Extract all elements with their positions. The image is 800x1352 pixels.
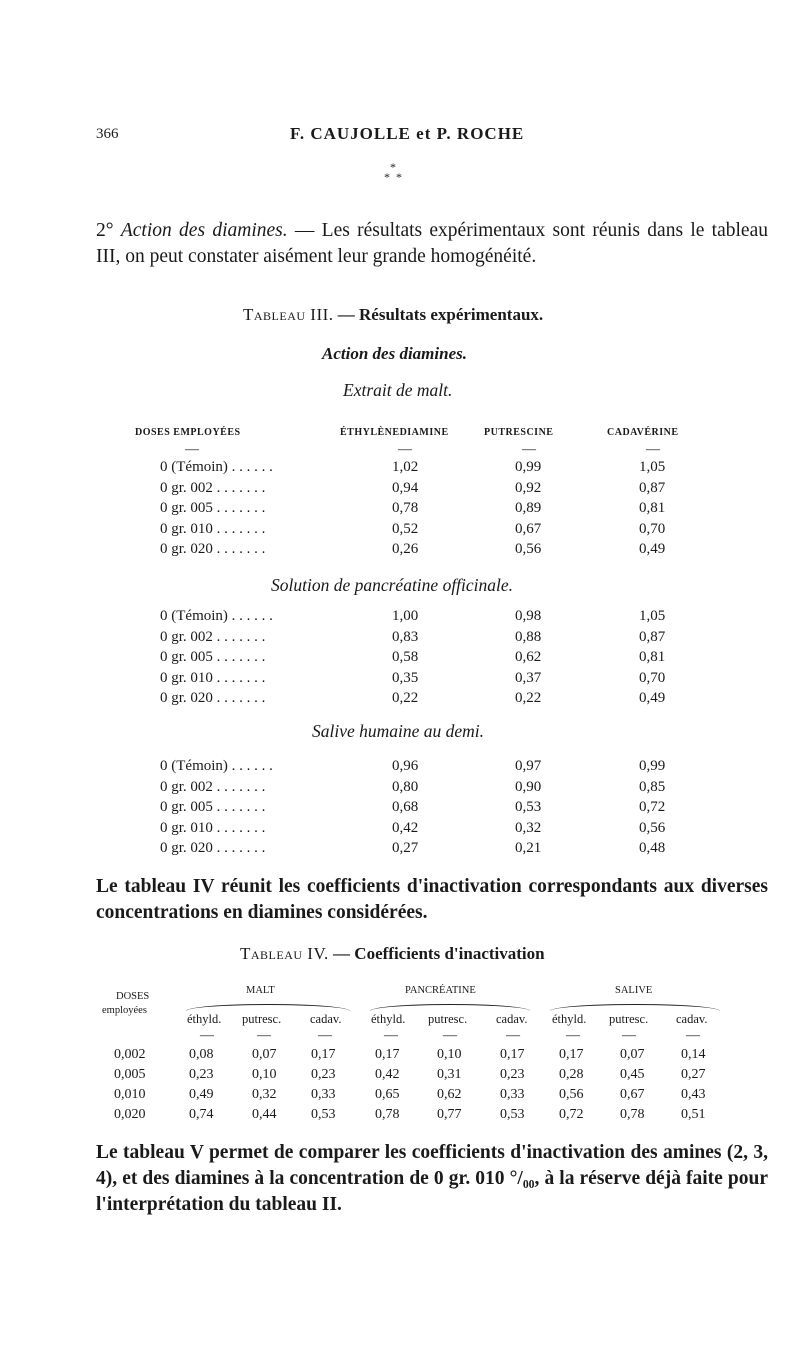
table4-caption bbox=[240, 944, 545, 964]
table4-value-cell: 0,62 bbox=[437, 1087, 462, 1102]
table3-value-cell: 1,00 bbox=[392, 608, 419, 624]
table3-section-title: Salive humaine au demi. bbox=[312, 721, 485, 741]
page-number: 366 bbox=[96, 126, 119, 142]
table3-value-cell: 1,05 bbox=[639, 459, 666, 475]
table4-value-cell: 0,32 bbox=[252, 1087, 277, 1102]
table4-value-cell: 0,17 bbox=[375, 1047, 400, 1062]
table4-subheader: éthyld. bbox=[187, 1012, 222, 1026]
table3-value-cell: 0,49 bbox=[639, 541, 666, 557]
table4-value-cell: 0,14 bbox=[681, 1047, 706, 1062]
table4-group-header: SALIVE bbox=[615, 985, 653, 996]
table3-title: — Résultats expérimentaux. bbox=[333, 305, 544, 324]
table4-subheader-dash: — bbox=[566, 1028, 580, 1043]
table4-dose-cell: 0,005 bbox=[114, 1067, 146, 1082]
table3-dose-cell: 0 gr. 005 . . . . . . . bbox=[160, 500, 266, 516]
table4-subheader-dash: — bbox=[443, 1028, 457, 1043]
paragraph-action-des-diamines bbox=[96, 218, 768, 270]
table4-value-cell: 0,51 bbox=[681, 1107, 706, 1122]
table3-section-title: Extrait de malt. bbox=[343, 380, 453, 400]
table4-subheader: cadav. bbox=[310, 1012, 342, 1026]
table3-value-cell: 0,78 bbox=[392, 500, 419, 516]
table3-value-cell: 0,87 bbox=[639, 479, 666, 496]
table4-value-cell: 0,10 bbox=[252, 1067, 277, 1082]
table4-subheader: éthyld. bbox=[552, 1012, 587, 1026]
table3-value-cell: 0,49 bbox=[639, 690, 666, 706]
table4-dose-cell: 0,010 bbox=[114, 1087, 146, 1102]
table3-value-cell: 0,99 bbox=[515, 459, 542, 475]
table3-section-title: Solution de pancréatine officinale. bbox=[271, 575, 514, 595]
section-separator-asterisks: * * * bbox=[384, 160, 402, 184]
table3-dose-cell: 0 gr. 002 . . . . . . . bbox=[160, 479, 266, 496]
table3-value-cell: 0,48 bbox=[639, 840, 666, 856]
table3-value-cell: 0,83 bbox=[392, 628, 419, 645]
table4-subheader: cadav. bbox=[496, 1012, 528, 1026]
table4-value-cell: 0,23 bbox=[500, 1067, 525, 1082]
table4-value-cell: 0,56 bbox=[559, 1087, 584, 1102]
paragraph-tableau-iv-intro: Le tableau IV réunit les coefficients d'inactivation correspondants aux diverses concentrations en diamines considérées. bbox=[96, 876, 768, 923]
paragraph-body: — Les résultats expérimentaux sont réunis dans le tableau III, on peut constater aisément leur grande homogénéité. bbox=[96, 220, 768, 267]
table4-subheader: cadav. bbox=[676, 1012, 708, 1026]
table4-value-cell: 0,72 bbox=[559, 1107, 584, 1122]
table3-value-cell: 0,42 bbox=[392, 819, 419, 836]
table3-value-cell: 0,21 bbox=[515, 840, 542, 856]
table3-value-cell: 0,37 bbox=[515, 669, 542, 686]
table3-value-cell: 0,85 bbox=[639, 778, 666, 795]
table4-title: — Coefficients d'inactivation bbox=[328, 944, 545, 963]
table3-value-cell: 0,97 bbox=[515, 758, 542, 774]
table4-subheader-dash: — bbox=[257, 1028, 271, 1043]
table3-header-putrescine: PUTRESCINE bbox=[484, 427, 554, 438]
table3-header-cadaverine: CADAVÉRINE bbox=[607, 427, 679, 438]
table3-value-cell: 0,52 bbox=[392, 520, 419, 537]
table4-value-cell: 0,67 bbox=[620, 1087, 645, 1102]
table3-value-cell: 0,22 bbox=[515, 690, 542, 706]
table3-value-cell: 0,98 bbox=[515, 608, 542, 624]
table4-dose-cell: 0,020 bbox=[114, 1107, 146, 1122]
table3-value-cell: 0,26 bbox=[392, 541, 419, 557]
table3-header-dash: — bbox=[185, 442, 199, 457]
table4-value-cell: 0,65 bbox=[375, 1087, 400, 1102]
paragraph-italic-heading: Action des diamines. bbox=[120, 220, 288, 241]
table3-value-cell: 0,81 bbox=[639, 649, 666, 665]
paragraph-tableau-v-intro: Le tableau V permet de comparer les coefficients d'inactivation des amines (2, 3, 4), et des diamines à la concentration de 0 gr. 010 °/₀₀, à la réserve déjà faite pour l'interprétation du tableau II. bbox=[96, 1142, 768, 1215]
table3-dose-cell: 0 gr. 005 . . . . . . . bbox=[160, 649, 266, 665]
table3-value-cell: 0,56 bbox=[639, 819, 666, 836]
table4-group-header: MALT bbox=[246, 985, 275, 996]
table3-value-cell: 0,58 bbox=[392, 649, 419, 665]
table4-value-cell: 0,17 bbox=[500, 1047, 525, 1062]
table4-group-header: PANCRÉATINE bbox=[405, 985, 476, 996]
table3-value-cell: 0,88 bbox=[515, 628, 542, 645]
table3-dose-cell: 0 gr. 002 . . . . . . . bbox=[160, 778, 266, 795]
table3-value-cell: 0,96 bbox=[392, 758, 419, 774]
table3-dose-cell: 0 gr. 020 . . . . . . . bbox=[160, 541, 266, 557]
table4-group-brace bbox=[370, 1004, 530, 1011]
table4-value-cell: 0,07 bbox=[620, 1047, 645, 1062]
table4-value-cell: 0,10 bbox=[437, 1047, 462, 1062]
table4-value-cell: 0,08 bbox=[189, 1047, 214, 1062]
table3-header-dash: — bbox=[398, 442, 412, 457]
table3-dose-cell: 0 gr. 005 . . . . . . . bbox=[160, 799, 266, 815]
table3-value-cell: 0,90 bbox=[515, 778, 542, 795]
table3-value-cell: 0,89 bbox=[515, 500, 542, 516]
table4-subheader-dash: — bbox=[200, 1028, 214, 1043]
table3-value-cell: 0,92 bbox=[515, 479, 542, 496]
table3-dose-cell: 0 gr. 020 . . . . . . . bbox=[160, 690, 266, 706]
table4-group-brace bbox=[550, 1004, 720, 1011]
table4-group-brace bbox=[186, 1004, 350, 1011]
table3-dose-cell: 0 gr. 010 . . . . . . . bbox=[160, 520, 266, 537]
table3-value-cell: 0,99 bbox=[639, 758, 666, 774]
table4-value-cell: 0,17 bbox=[559, 1047, 584, 1062]
table4-header-employees: employées bbox=[102, 1005, 147, 1016]
table3-header-ethylenediamine: ÉTHYLÈNEDIAMINE bbox=[340, 427, 449, 438]
table3-value-cell: 0,67 bbox=[515, 520, 542, 537]
table4-value-cell: 0,33 bbox=[311, 1087, 336, 1102]
table3-value-cell: 0,68 bbox=[392, 799, 419, 815]
table4-value-cell: 0,45 bbox=[620, 1067, 645, 1082]
table4-subheader: putresc. bbox=[428, 1012, 468, 1026]
table3-dose-cell: 0 gr. 020 . . . . . . . bbox=[160, 840, 266, 856]
table4-value-cell: 0,53 bbox=[311, 1107, 336, 1122]
table4-subheader-dash: — bbox=[318, 1028, 332, 1043]
table4-value-cell: 0,42 bbox=[375, 1067, 400, 1082]
table4-value-cell: 0,31 bbox=[437, 1067, 462, 1082]
table3-dose-cell: 0 (Témoin) . . . . . . bbox=[160, 758, 273, 774]
table4-value-cell: 0,77 bbox=[437, 1107, 462, 1122]
table3-value-cell: 1,05 bbox=[639, 608, 666, 624]
table3-dose-cell: 0 gr. 010 . . . . . . . bbox=[160, 669, 266, 686]
table4-label: Tableau IV. bbox=[240, 944, 329, 963]
table3-caption bbox=[243, 305, 543, 325]
table3-value-cell: 0,94 bbox=[392, 479, 419, 496]
table4-value-cell: 0,78 bbox=[375, 1107, 400, 1122]
table4-value-cell: 0,44 bbox=[252, 1107, 277, 1122]
table4-dose-cell: 0,002 bbox=[114, 1047, 146, 1062]
table3-dose-cell: 0 gr. 010 . . . . . . . bbox=[160, 819, 266, 836]
table3-value-cell: 0,53 bbox=[515, 799, 542, 815]
table3-value-cell: 0,56 bbox=[515, 541, 542, 557]
table3-header-doses: DOSES EMPLOYÉES bbox=[135, 427, 241, 438]
table3-value-cell: 0,35 bbox=[392, 669, 419, 686]
table4-value-cell: 0,23 bbox=[189, 1067, 214, 1082]
table3-value-cell: 0,70 bbox=[639, 669, 666, 686]
table4-value-cell: 0,43 bbox=[681, 1087, 706, 1102]
table3-value-cell: 0,27 bbox=[392, 840, 419, 856]
table4-header-doses: DOSES bbox=[116, 991, 150, 1002]
table3-value-cell: 0,70 bbox=[639, 520, 666, 537]
table3-value-cell: 0,72 bbox=[639, 799, 666, 815]
table3-dose-cell: 0 (Témoin) . . . . . . bbox=[160, 459, 273, 475]
table4-value-cell: 0,74 bbox=[189, 1107, 214, 1122]
table3-value-cell: 0,22 bbox=[392, 690, 419, 706]
table3-header-dash: — bbox=[646, 442, 660, 457]
table3-value-cell: 0,62 bbox=[515, 649, 542, 665]
table3-value-cell: 0,32 bbox=[515, 819, 542, 836]
table4-value-cell: 0,78 bbox=[620, 1107, 645, 1122]
table4-value-cell: 0,53 bbox=[500, 1107, 525, 1122]
table4-subheader: putresc. bbox=[609, 1012, 649, 1026]
table3-value-cell: 0,80 bbox=[392, 778, 419, 795]
table3-label: Tableau III. bbox=[243, 305, 334, 324]
table4-value-cell: 0,33 bbox=[500, 1087, 525, 1102]
table4-value-cell: 0,49 bbox=[189, 1087, 214, 1102]
table3-value-cell: 0,87 bbox=[639, 628, 666, 645]
table3-value-cell: 0,81 bbox=[639, 500, 666, 516]
paragraph-lead: 2° bbox=[96, 220, 121, 241]
table4-value-cell: 0,07 bbox=[252, 1047, 277, 1062]
running-head-authors: F. CAUJOLLE et P. ROCHE bbox=[290, 124, 525, 143]
table3-subtitle: Action des diamines. bbox=[322, 344, 467, 363]
table4-subheader-dash: — bbox=[686, 1028, 700, 1043]
table4-value-cell: 0,27 bbox=[681, 1067, 706, 1082]
table4-subheader-dash: — bbox=[506, 1028, 520, 1043]
table3-value-cell: 1,02 bbox=[392, 459, 419, 475]
table4-value-cell: 0,28 bbox=[559, 1067, 584, 1082]
table3-header-dash: — bbox=[522, 442, 536, 457]
table3-dose-cell: 0 gr. 002 . . . . . . . bbox=[160, 628, 266, 645]
table4-subheader: putresc. bbox=[242, 1012, 282, 1026]
table4-value-cell: 0,17 bbox=[311, 1047, 336, 1062]
table4-subheader-dash: — bbox=[384, 1028, 398, 1043]
table3-dose-cell: 0 (Témoin) . . . . . . bbox=[160, 608, 273, 624]
table4-subheader-dash: — bbox=[622, 1028, 636, 1043]
table4-subheader: éthyld. bbox=[371, 1012, 406, 1026]
table4-value-cell: 0,23 bbox=[311, 1067, 336, 1082]
